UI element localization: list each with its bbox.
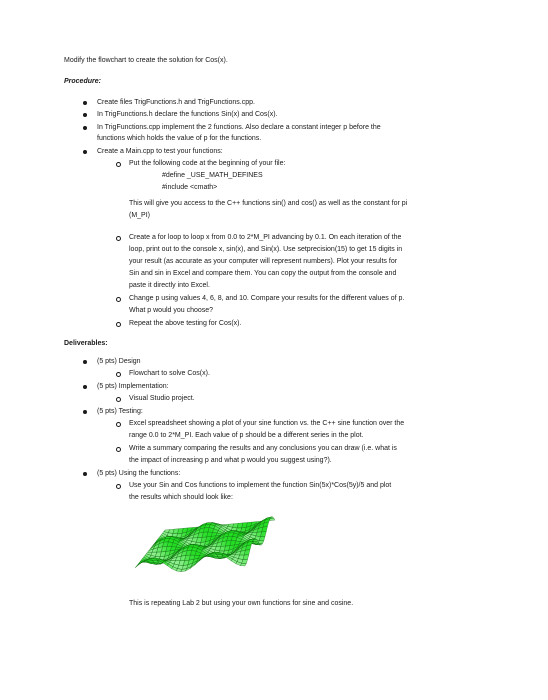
list-item: (5 pts) Implementation: [97,383,169,390]
list-item-continuation: functions which holds the value of p for the functions. [97,135,262,142]
sub-item-line: range 0.0 to 2*M_PI. Each value of p should be a different series in the plot. [129,432,364,439]
bullet-icon [83,360,87,364]
sub-item: Put the following code at the beginning of your file: [129,160,286,167]
access-text-continuation: (M_PI) [129,212,150,219]
sub-bullet-icon [116,447,121,452]
list-item: Create a Main.cpp to test your functions: [97,148,223,155]
sub-item: Write a summary comparing the results and any conclusions you can draw (i.e. what is [129,445,397,452]
footer-note: This is repeating Lab 2 but using your own functions for sine and cosine. [129,600,354,607]
sub-bullet-icon [116,162,121,167]
sub-item: Repeat the above testing for Cos(x). [129,320,242,327]
sub-item-line: Sin and sin in Excel and compare them. You can copy the output from the console and [129,270,397,277]
bullet-icon [83,101,87,105]
sub-item-line: the results which should look like: [129,494,233,501]
sub-item: Use your Sin and Cos functions to implement the function Sin(5x)*Cos(5y)/5 and plot [129,482,392,489]
sub-bullet-icon [116,297,121,302]
deliverables-heading: Deliverables: [64,340,108,347]
procedure-heading: Procedure: [64,78,101,85]
intro-text: Modify the flowchart to create the solution for Cos(x). [64,57,228,64]
bullet-icon [83,113,87,117]
list-item: Create files TrigFunctions.h and TrigFunctions.cpp. [97,99,255,106]
sub-item-line: your result (as accurate as your computer will represent numbers). Plot your results for [129,258,398,265]
list-item: In TrigFunctions.cpp implement the 2 functions. Also declare a constant integer p before the [97,124,381,131]
bullet-icon [83,150,87,154]
sub-bullet-icon [116,397,121,402]
sub-item-line: the impact of increasing p and what p would you suggest using?). [129,457,332,464]
sub-bullet-icon [116,484,121,489]
sub-bullet-icon [116,322,121,327]
bullet-icon [83,472,87,476]
sub-item: Create a for loop to loop x from 0.0 to 2*M_PI advancing by 0.1. On each iteration of the [129,234,402,241]
sub-item: Excel spreadsheet showing a plot of your sine function vs. the C++ sine function over the [129,420,405,427]
code-line: #define _USE_MATH_DEFINES [162,172,263,179]
list-item: (5 pts) Testing: [97,408,143,415]
access-text: This will give you access to the C++ functions sin() and cos() as well as the constant for pi [129,200,408,207]
sub-item-line: paste it directly into Excel. [129,282,210,289]
sub-item: Change p using values 4, 6, 8, and 10. Compare your results for the different values of p. [129,295,405,302]
bullet-icon [83,126,87,130]
list-item: (5 pts) Design [97,358,141,365]
bullet-icon [83,410,87,414]
list-item: (5 pts) Using the functions: [97,470,181,477]
bullet-icon [83,385,87,389]
sub-item-line: loop, print out to the console x, sin(x), and Sin(x). Use setprecision(15) to get 15 digits in [129,246,403,253]
sub-bullet-icon [116,372,121,377]
sub-item: Visual Studio project. [129,395,195,402]
sub-item-line: What p would you choose? [129,307,214,314]
sub-item: Flowchart to solve Cos(x). [129,370,210,377]
surface-plot-image [127,508,277,588]
sub-bullet-icon [116,236,121,241]
sub-bullet-icon [116,422,121,427]
code-line: #include <cmath> [162,184,218,191]
list-item: In TrigFunctions.h declare the functions Sin(x) and Cos(x). [97,111,278,118]
